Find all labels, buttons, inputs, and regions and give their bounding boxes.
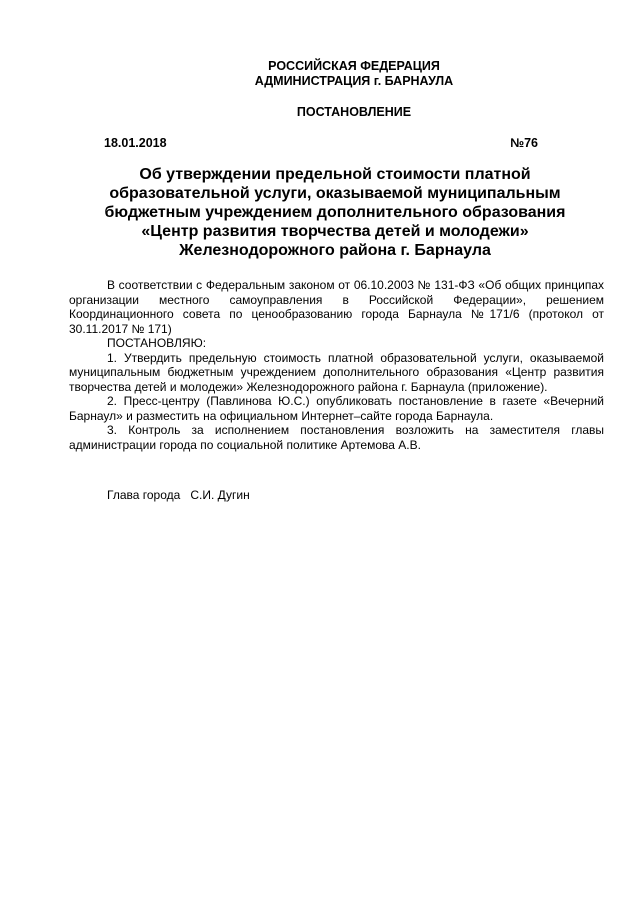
title-line: бюджетным учреждением дополнительного образования: [104, 204, 566, 221]
title-line: образовательной услуги, оказываемой муниципальным: [109, 185, 561, 202]
item-2-paragraph: 2. Пресс-центру (Павлинова Ю.С.) опубликовать постановление в газете «Вечерний Барнаул» и разместить на официальном Интернет–сайте города Барнаула.: [69, 394, 604, 423]
document-number: №76: [510, 136, 538, 150]
document-title: [68, 165, 602, 260]
document-type: ПОСТАНОВЛЕНИЕ: [296, 105, 412, 119]
item-1-paragraph: 1. Утвердить предельную стоимость платной образовательной услуги, оказываемой муниципальным бюджетным учреждением дополнительного образования «Центр развития творчества детей и молодежи» Железнодорожного района г. Барнаула (приложение).: [69, 350, 604, 394]
title-line: «Центр развития творчества детей и молодежи»: [141, 223, 529, 240]
resolve-heading: ПОСТАНОВЛЯЮ:: [107, 336, 207, 350]
document-body: [69, 278, 604, 452]
header-administration: АДМИНИСТРАЦИЯ г. БАРНАУЛА: [254, 74, 454, 88]
signature-name: С.И. Дугин: [190, 488, 250, 502]
header-country: РОССИЙСКАЯ ФЕДЕРАЦИЯ: [268, 59, 440, 73]
item-3-paragraph: 3. Контроль за исполнением постановления возложить на заместителя главы администрации города по социальной политике Артемова А.В.: [69, 423, 604, 452]
preamble-paragraph: В соответствии с Федеральным законом от 06.10.2003 № 131-ФЗ «Об общих принципах организации местного самоуправления в Российской Федерации», решением Координационного совета по ценообразованию города Барнаула №171/6 (протокол от 30.11.2017 № 171): [69, 278, 604, 336]
title-line: Железнодорожного района г. Барнаула: [179, 242, 491, 259]
signature-position: Глава города: [107, 488, 181, 502]
title-line: Об утверждении предельной стоимости платной: [139, 166, 531, 183]
document-date: 18.01.2018: [104, 136, 167, 150]
signature-block: [107, 488, 250, 503]
